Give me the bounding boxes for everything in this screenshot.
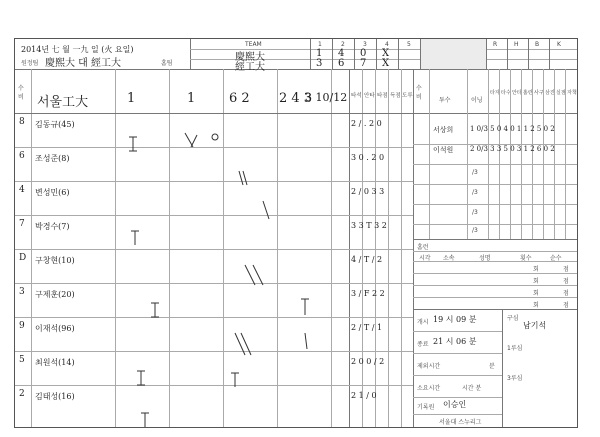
pitcher-2-line: 2 0/3 3 3 5 0 3 1 2 6 0 2 <box>470 145 555 153</box>
grid-line <box>354 39 355 69</box>
player-7-position: 9 <box>19 321 25 331</box>
player-8-name: 최원석(14) <box>35 358 75 367</box>
player-1-name: 김동규(45) <box>35 120 75 129</box>
hr-inning-header: 횟수 <box>520 255 532 262</box>
elapsed-value: 시간 분 <box>462 385 482 392</box>
hits-allowed-header: 안타 <box>512 90 522 96</box>
header-divider <box>15 69 577 70</box>
lineup-number-header: 수비 <box>18 85 24 101</box>
hr-order-header: 순수 <box>550 255 562 262</box>
pitcher-4-innings: /3 <box>472 189 478 196</box>
hr-row-2-tail: 점 <box>563 278 569 285</box>
header-separator <box>190 39 191 69</box>
away-inning-3: 0 <box>360 48 367 59</box>
grid-line <box>413 331 502 332</box>
player-4-position: 7 <box>19 219 25 229</box>
player-3-name: 변성민(6) <box>35 188 70 197</box>
grid-line <box>502 309 503 427</box>
inning-mark-5: 3 10/12 <box>305 91 348 104</box>
inning-mark-1: 1 <box>127 91 136 106</box>
first-base-umpire-label: 1루심 <box>507 345 523 352</box>
player-4-stats: 3 3 T 3 2 <box>351 221 387 230</box>
inning-5: 5 <box>407 41 411 48</box>
umpire-label: 구심 <box>507 315 519 322</box>
matchup: 慶熙大 대 經工大 <box>45 58 122 69</box>
player-8-stats: 2 0 0 / 2 <box>351 357 385 366</box>
player-1-stats: 2 / . 2 0 <box>351 119 382 128</box>
pitcher-3-innings: /3 <box>472 169 478 176</box>
grid-line <box>488 69 489 239</box>
start-time: 19 시 09 분 <box>433 315 477 324</box>
lineup-team-name: 서울工大 <box>37 95 89 110</box>
stat-header-r: 득점 <box>390 93 401 99</box>
home-inning-4: X <box>382 58 390 69</box>
pitcher-1-line: 1 0/3 5 0 4 0 1 1 2 5 0 2 <box>470 125 555 133</box>
recorder-name: 이승인 <box>443 400 467 409</box>
inning-mark-4: 2 4 3 <box>279 91 313 106</box>
stat-header-sb: 도루 <box>402 93 413 99</box>
player-8-position: 5 <box>19 355 25 365</box>
start-label: 개시 <box>417 319 429 326</box>
pitcher-5-innings: /3 <box>472 209 478 216</box>
player-9-stats: 2 1 / 0 <box>351 391 377 400</box>
home-label: 홈팀 <box>161 60 173 67</box>
stat-header-pa: 타석 <box>351 93 362 99</box>
grid-line <box>543 69 544 239</box>
recorder-label: 기록원 <box>417 404 435 411</box>
away-inning-4: X <box>382 48 390 59</box>
inning-3: 3 <box>363 41 367 48</box>
grid-line <box>401 69 402 427</box>
player-5-stats: 4 / T / 2 <box>351 255 383 264</box>
grid-line <box>413 251 577 252</box>
runs-allowed-header: 실점 <box>556 90 566 96</box>
grid-line <box>532 69 533 239</box>
batters-header: 타자 <box>490 90 500 96</box>
home-inning-1: 3 <box>316 58 323 69</box>
scoresheet <box>14 38 578 428</box>
grid-line <box>510 69 511 239</box>
player-2-position: 6 <box>19 151 25 161</box>
elapsed-label: 소요시간 <box>417 385 441 392</box>
inning-4: 4 <box>385 41 389 48</box>
walks-allowed-header: 사구 <box>534 90 544 96</box>
grid-line <box>31 69 32 427</box>
player-9-position: 2 <box>19 389 25 399</box>
grid-line <box>467 69 468 239</box>
grid-line <box>521 69 522 239</box>
hr-time-header: 시각 <box>419 255 431 262</box>
footer-league: 서울대 스누리그 <box>439 419 482 426</box>
grid-line <box>349 69 350 427</box>
date-written: 2014년 七 월 一九 일 (火 요일) <box>21 45 134 54</box>
umpire-name: 남기석 <box>523 321 547 330</box>
player-2-name: 조성준(8) <box>35 154 70 163</box>
grid-line <box>413 285 577 286</box>
inning-2: 2 <box>341 41 345 48</box>
grid-line <box>332 39 333 69</box>
pitching-number-header: 수비 <box>416 85 422 101</box>
player-2-stats: 3 0 . 2 0 <box>351 153 385 162</box>
pitcher-1-name: 서상희 <box>433 126 454 134</box>
section-divider <box>413 69 414 427</box>
delay-value: 분 <box>489 363 495 370</box>
grid-line <box>413 353 502 354</box>
hr-allowed-header: 홈런 <box>523 90 533 96</box>
play-notation-marks <box>115 113 349 427</box>
grid-line <box>413 297 577 298</box>
pitcher-header: 투수 <box>439 97 451 104</box>
player-9-name: 김태성(16) <box>35 392 75 401</box>
player-3-position: 4 <box>19 185 25 195</box>
grid-line <box>413 184 577 185</box>
player-3-stats: 2 / 0 3 3 <box>351 187 385 196</box>
at-bats-header: 타수 <box>501 90 511 96</box>
grid-line <box>413 224 577 225</box>
player-7-name: 이재석(96) <box>35 324 75 333</box>
player-1-position: 8 <box>19 117 25 127</box>
grid-line <box>310 39 311 69</box>
inning-1: 1 <box>318 41 322 48</box>
pitcher-2-name: 이석원 <box>433 146 454 154</box>
player-4-name: 박경수(7) <box>35 222 70 231</box>
grid-line <box>398 39 399 69</box>
grid-line <box>413 261 577 262</box>
hr-team-header: 소속 <box>443 255 455 262</box>
grid-line <box>376 39 377 69</box>
strikeouts-pitched-header: 삼진 <box>545 90 555 96</box>
away-label: 원정팀 <box>21 60 39 67</box>
away-inning-1: 1 <box>316 48 323 59</box>
grid-line <box>499 69 500 239</box>
grid-line <box>413 375 502 376</box>
grid-line <box>413 164 577 165</box>
end-label: 종료 <box>417 341 429 348</box>
pitcher-6-innings: /3 <box>472 227 478 234</box>
end-time: 21 시 06 분 <box>433 337 477 346</box>
grid-line <box>413 204 577 205</box>
team-row-home-name: 經工大 <box>235 62 265 73</box>
player-5-name: 구창현(10) <box>35 256 75 265</box>
earned-runs-header: 자책 <box>567 90 577 96</box>
team-row-away-name: 慶熙大 <box>235 52 265 63</box>
player-6-stats: 3 / F 2 2 <box>351 289 385 298</box>
grid-line <box>413 309 577 310</box>
grid-line <box>413 273 577 274</box>
stat-header-rbi: 타점 <box>377 93 388 99</box>
away-inning-2: 4 <box>338 48 345 59</box>
hr-row-2-inning: 회 <box>533 278 539 285</box>
player-5-position: D <box>19 253 27 263</box>
hr-row-4-inning: 회 <box>533 302 539 309</box>
hits-header: H <box>514 41 519 48</box>
home-inning-3: 7 <box>360 58 367 69</box>
player-6-name: 구제훈(20) <box>35 290 75 299</box>
grid-line <box>507 39 508 69</box>
hr-name-header: 성명 <box>479 255 491 262</box>
hr-row-3-inning: 회 <box>533 290 539 297</box>
grid-line <box>565 69 566 239</box>
player-6-position: 3 <box>19 287 25 297</box>
team-label: TEAM <box>245 41 262 48</box>
grid-line <box>388 69 389 427</box>
innings-header: 이닝 <box>471 97 483 104</box>
homerun-title: 홈런 <box>417 244 429 251</box>
hr-row-3-tail: 점 <box>563 290 569 297</box>
walks-header: B <box>535 41 540 48</box>
hr-row-4-tail: 점 <box>563 302 569 309</box>
unused-innings-shade <box>421 39 486 69</box>
inning-mark-3: 6 2 <box>229 91 250 106</box>
home-inning-2: 6 <box>338 58 345 69</box>
runs-header: R <box>493 41 498 48</box>
grid-line <box>554 69 555 239</box>
grid-line <box>413 113 577 114</box>
grid-line <box>413 414 502 415</box>
hr-row-1-inning: 회 <box>533 266 539 273</box>
hr-row-1-tail: 점 <box>563 266 569 273</box>
grid-line <box>429 69 430 239</box>
inning-mark-2: 1 <box>187 91 196 106</box>
grid-line <box>549 39 550 69</box>
player-7-stats: 2 / T / 1 <box>351 323 383 332</box>
third-base-umpire-label: 3루심 <box>507 375 523 382</box>
grid-line <box>486 39 487 69</box>
grid-line <box>413 397 502 398</box>
delay-label: 제외시간 <box>417 363 441 370</box>
stat-header-h: 안타 <box>364 93 375 99</box>
grid-line <box>528 39 529 69</box>
strikeouts-header: K <box>557 41 561 48</box>
grid-line <box>413 239 577 240</box>
